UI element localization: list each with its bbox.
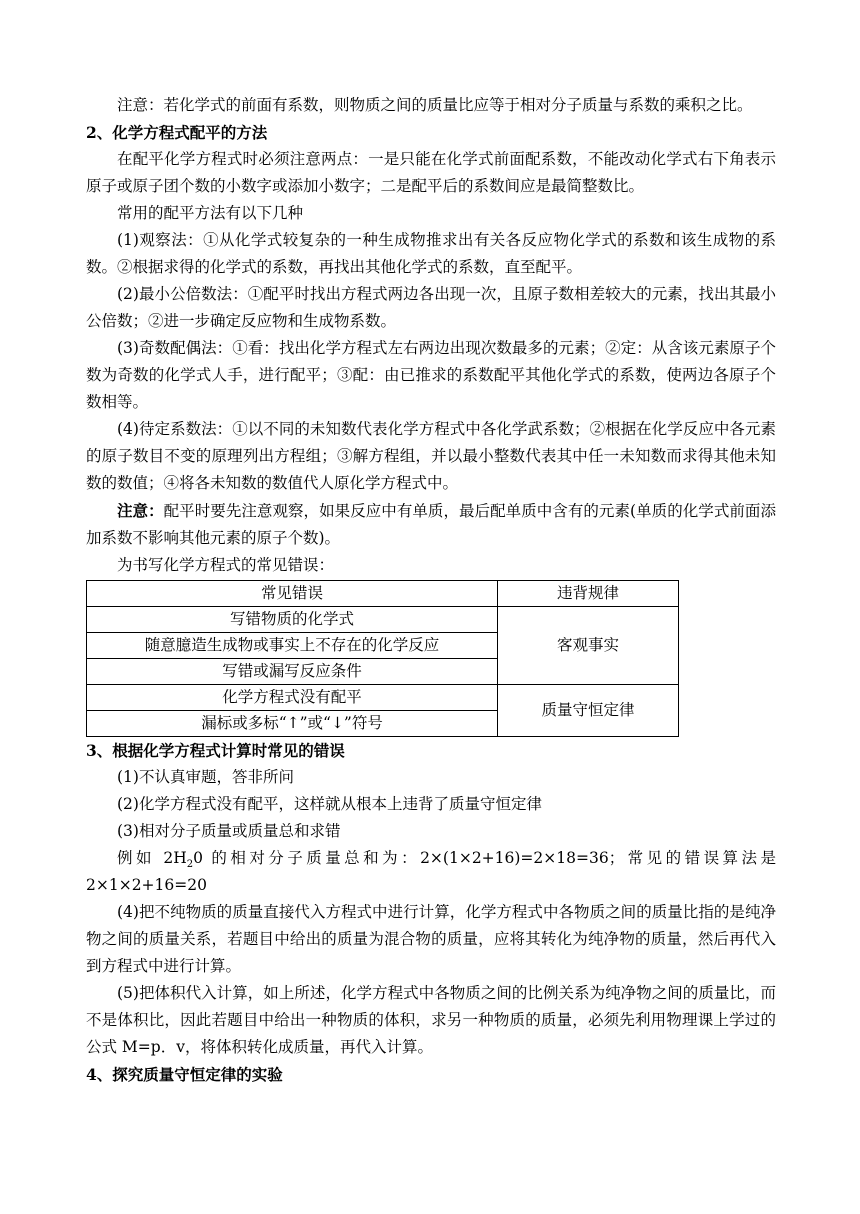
law-cell-objective-fact: 客观事实 bbox=[498, 607, 679, 685]
section-heading-3: 3、根据化学方程式计算时常见的错误 bbox=[86, 741, 345, 760]
calc-error-3: (3)相对分子质量或质量总和求错 bbox=[117, 822, 341, 840]
section-heading-4: 4、探究质量守恒定律的实验 bbox=[86, 1065, 283, 1084]
common-errors-table bbox=[86, 580, 679, 737]
error-cell: 写错物质的化学式 bbox=[87, 607, 498, 633]
example-rest: 0 的相对分子质量总和为：2×(1×2+16)=2×18=36；常见的错误算法是 2×1×2+16=20 bbox=[86, 849, 776, 894]
table-header-row bbox=[87, 581, 679, 607]
calc-example bbox=[86, 845, 776, 899]
note-coefficient: 注意：若化学式的前面有系数，则物质之间的质量比应等于相对分子质量与系数的乘积之比。 bbox=[117, 96, 753, 114]
calc-error-1: (1)不认真审题，答非所问 bbox=[117, 768, 294, 786]
header-common-error: 常见错误 bbox=[87, 581, 498, 607]
note-label: 注意： bbox=[117, 501, 164, 520]
note-balancing bbox=[86, 497, 776, 552]
example-subscript: 2 bbox=[186, 859, 194, 871]
header-violated-law: 违背规律 bbox=[498, 581, 679, 607]
table-row bbox=[87, 607, 679, 633]
method-undetermined-coefficients: (4)待定系数法：①以不同的未知数代表化学方程式中各化学武系数；②根据在化学反应中各元素的原子数目不变的原理列出方程组；③解方程组，并以最小整数代表其中任一未知数而求得其他未知数的数值；④将各未知数的数值代人原化学方程式中。 bbox=[86, 420, 776, 492]
calc-error-2: (2)化学方程式没有配平，这样就从根本上违背了质量守恒定律 bbox=[117, 795, 542, 813]
error-cell: 漏标或多标“↑”或“↓”符号 bbox=[87, 711, 498, 737]
example-prefix: 例如 2H bbox=[117, 849, 187, 867]
balancing-intro: 在配平化学方程式时必须注意两点：一是只能在化学式前面配系数，不能改动化学式右下角表示原子或原子团个数的小数字或添加小数字；二是配平后的系数间应是最简整数比。 bbox=[86, 150, 776, 195]
error-cell: 随意臆造生成物或事实上不存在的化学反应 bbox=[87, 633, 498, 659]
method-observation: (1)观察法：①从化学式较复杂的一种生成物推求出有关各反应物化学式的系数和该生成物的系数。②根据求得的化学式的系数，再找出其他化学式的系数，直至配平。 bbox=[86, 231, 776, 276]
error-cell: 写错或漏写反应条件 bbox=[87, 659, 498, 685]
note-text: 配平时要先注意观察，如果反应中有单质，最后配单质中含有的元素(单质的化学式前面添加系数不影响其他元素的原子个数)。 bbox=[86, 502, 776, 547]
table-row bbox=[87, 685, 679, 711]
law-cell-mass-conservation: 质量守恒定律 bbox=[498, 685, 679, 737]
table-intro: 为书写化学方程式的常见错误： bbox=[117, 556, 335, 574]
method-odd-even: (3)奇数配偶法：①看：找出化学方程式左右两边出现次数最多的元素；②定：从含该元素原子个数为奇数的化学式人手，进行配平；③配：由已推求的系数配平其他化学式的系数，使两边各原子个数相等。 bbox=[86, 339, 776, 411]
calc-error-5: (5)把体积代入计算，如上所述，化学方程式中各物质之间的比例关系为纯净物之间的质量比，而不是体积比，因此若题目中给出一种物质的体积，求另一种物质的质量，必须先利用物理课上学过的公式 M=p．v，将体积转化成质量，再代入计算。 bbox=[86, 984, 776, 1056]
error-cell: 化学方程式没有配平 bbox=[87, 685, 498, 711]
section-heading-2: 2、化学方程式配平的方法 bbox=[86, 123, 268, 142]
common-methods-intro: 常用的配平方法有以下几种 bbox=[117, 204, 304, 222]
method-lcm: (2)最小公倍数法：①配平时找出方程式两边各出现一次，且原子数相差较大的元素，找出其最小公倍数；②进一步确定反应物和生成物系数。 bbox=[86, 285, 776, 330]
calc-error-4: (4)把不纯物质的质量直接代入方程式中进行计算，化学方程式中各物质之间的质量比指的是纯净物之间的质量关系，若题目中给出的质量为混合物的质量，应将其转化为纯净物的质量，然后再代入到方程式中进行计算。 bbox=[86, 903, 776, 975]
document-page bbox=[86, 92, 776, 1088]
